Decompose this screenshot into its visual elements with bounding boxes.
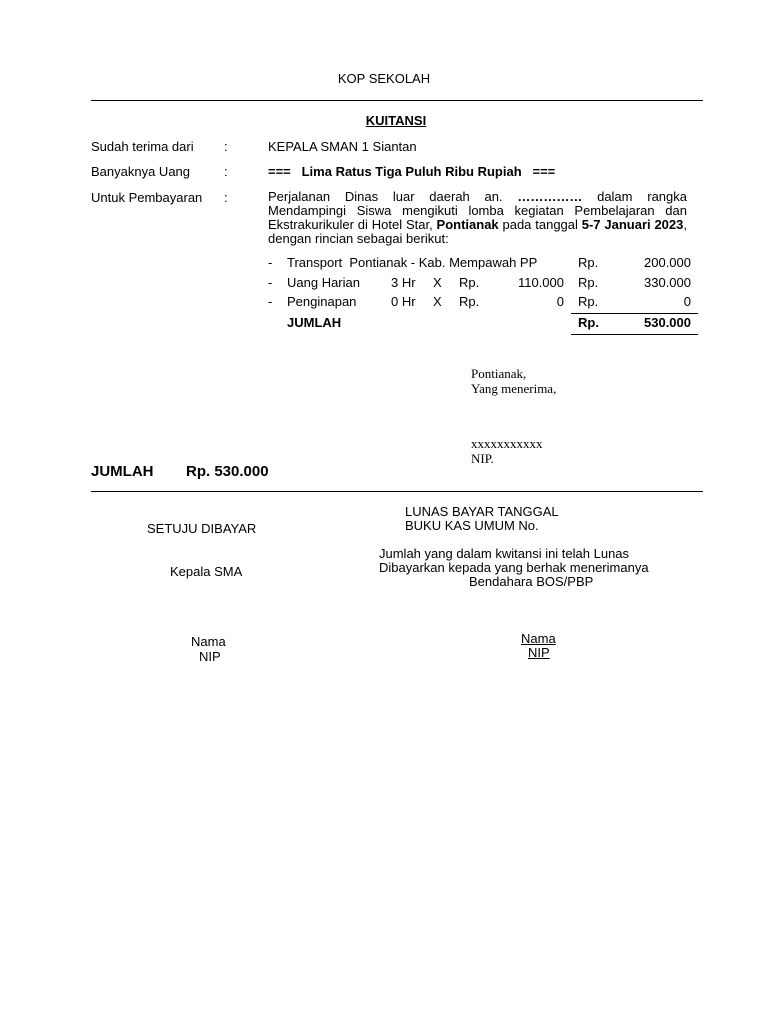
purpose-date: 5-7 Januari 2023 — [581, 217, 684, 232]
treasurer-nip: NIP — [528, 645, 550, 660]
approval-name: Nama — [191, 634, 226, 649]
cash-book-line: BUKU KAS UMUM No. — [405, 518, 539, 533]
approval-role: Kepala SMA — [170, 564, 243, 579]
footer-divider — [91, 491, 703, 492]
treasurer-name: Nama — [521, 631, 556, 646]
row-qty: 0 Hr — [391, 294, 416, 309]
letterhead: KOP SEKOLAH — [337, 71, 431, 86]
row-total: 0 — [683, 294, 691, 309]
purpose-text-2: dalam rangka Mendampingi Siswa mengikuti lomba kegiatan Pembelajaran dan Ekstrakurikuler di Hotel Star, — [268, 189, 687, 232]
row-label: Transport Pontianak - Kab. Mempawah PP — [287, 255, 538, 270]
row-total: 200.000 — [644, 255, 691, 270]
row-rp: Rp. — [578, 294, 599, 309]
paid-note-2: Dibayarkan kepada yang berhak menerimanya — [379, 560, 649, 575]
row-dash: - — [268, 255, 273, 270]
total-rp: Rp. — [578, 315, 599, 330]
row-qty: 3 Hr — [391, 275, 416, 290]
row-rp: Rp. — [578, 255, 599, 270]
received-from-value: KEPALA SMAN 1 Siantan — [268, 139, 417, 154]
amount-label: JUMLAH — [91, 463, 154, 480]
row-times: X — [433, 275, 442, 290]
total-label: JUMLAH — [287, 315, 342, 330]
row-times: X — [433, 294, 442, 309]
amount-words-value: === Lima Ratus Tiga Puluh Ribu Rupiah === — [268, 164, 556, 179]
header-divider — [91, 100, 703, 101]
row-label: Uang Harian — [287, 275, 360, 290]
purpose-city: Pontianak — [436, 217, 499, 232]
paid-date-line: LUNAS BAYAR TANGGAL — [405, 504, 559, 519]
paid-note-1: Jumlah yang dalam kwitansi ini telah Lunas — [379, 546, 630, 561]
amount-words-label: Banyaknya Uang — [91, 164, 191, 179]
row-dash: - — [268, 275, 273, 290]
purpose-dots: …………… — [517, 189, 583, 204]
purpose-sep: : — [224, 190, 228, 205]
receiver-nip: NIP. — [471, 451, 494, 466]
total-top-rule — [571, 313, 698, 314]
approval-nip: NIP — [199, 649, 221, 664]
total-value: 530.000 — [644, 315, 691, 330]
amount-words-sep: : — [224, 164, 228, 179]
row-unit: 110.000 — [517, 275, 564, 290]
received-from-sep: : — [224, 139, 228, 154]
receiver-name: xxxxxxxxxxx — [471, 436, 543, 451]
total-bottom-rule — [571, 334, 698, 335]
purpose-text-1: Perjalanan Dinas luar daerah an. — [268, 189, 518, 204]
row-rp-unit: Rp. — [459, 275, 480, 290]
document-title: KUITANSI — [365, 113, 427, 128]
purpose-text-4: , dengan rincian sebagai berikut: — [268, 217, 688, 246]
receiver-role: Yang menerima, — [471, 381, 557, 396]
received-from-label: Sudah terima dari — [91, 139, 194, 154]
row-dash: - — [268, 294, 273, 309]
row-rp: Rp. — [578, 275, 599, 290]
row-rp-unit: Rp. — [459, 294, 480, 309]
row-unit: 0 — [556, 294, 564, 309]
row-total: 330.000 — [644, 275, 691, 290]
purpose-text-3: pada tanggal — [498, 217, 582, 232]
approval-title: SETUJU DIBAYAR — [147, 521, 257, 536]
purpose-label: Untuk Pembayaran — [91, 190, 203, 205]
purpose-text — [268, 190, 687, 246]
treasurer-title: Bendahara BOS/PBP — [469, 574, 594, 589]
amount-value: Rp. 530.000 — [186, 463, 269, 480]
receiver-place: Pontianak, — [471, 366, 527, 381]
row-label: Penginapan — [287, 294, 357, 309]
